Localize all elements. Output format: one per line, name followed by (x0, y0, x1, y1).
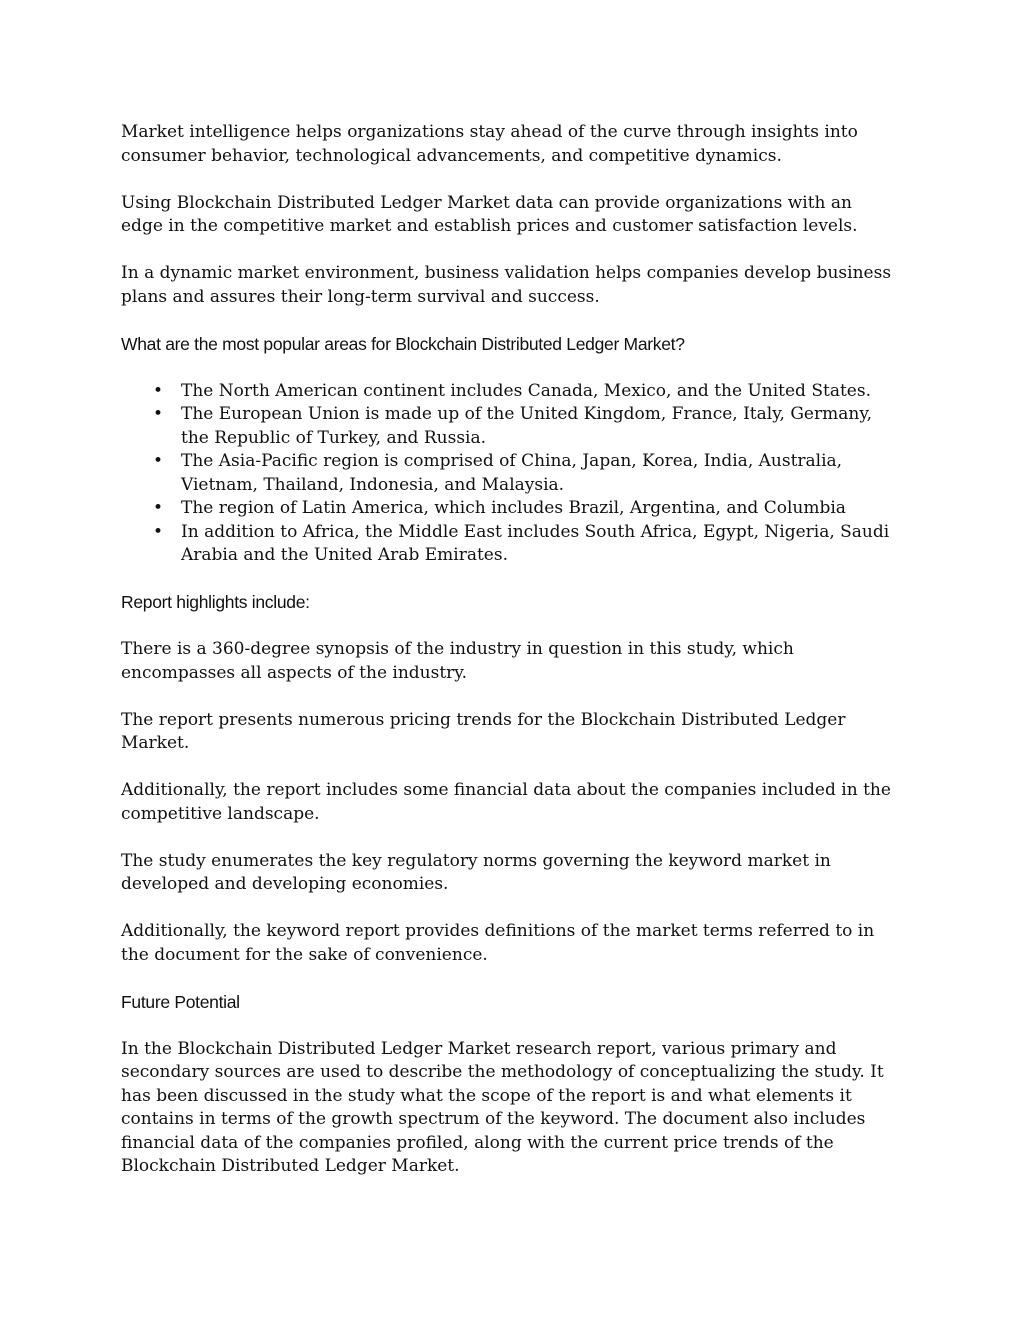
list-item (121, 521, 896, 568)
list-item (121, 450, 896, 497)
bullet-icon: • (153, 404, 164, 424)
highlight-paragraph: The study enumerates the key regulatory norms governing the keyword market in developed and developing economies. (121, 850, 831, 894)
bullet-icon: • (153, 498, 164, 518)
list-item-text: The region of Latin America, which includes Brazil, Argentina, and Columbia (181, 498, 846, 518)
bullet-icon: • (153, 451, 164, 471)
highlights-heading: Report highlights include: (121, 592, 310, 612)
regions-list (121, 380, 896, 568)
intro-paragraph-market-intelligence: Market intelligence helps organizations stay ahead of the curve through insights into consumer behavior, technological advancements, and competitive dynamics. (121, 122, 858, 166)
future-potential-paragraph: In the Blockchain Distributed Ledger Market research report, various primary and secondary sources are used to describe the methodology of conceptualizing the study. It has been discussed in the study what the scope of the report is and what elements it contains in terms of the growth spectrum of the keyword. The document also includes financial data of the companies profiled, along with the current price trends of the Blockchain Distributed Ledger Market. (121, 1038, 884, 1176)
bullet-icon: • (153, 521, 164, 542)
list-item (121, 403, 896, 450)
list-item (121, 380, 896, 404)
future-potential-heading: Future Potential (121, 991, 240, 1012)
highlight-paragraph: Additionally, the report includes some financial data about the companies included in the competitive landscape. (121, 780, 891, 824)
intro-paragraph-market-data: Using Blockchain Distributed Ledger Market data can provide organizations with an edge in the competitive market and establish prices and customer satisfaction levels. (121, 192, 858, 236)
bullet-icon: • (153, 380, 164, 401)
list-item-text: The European Union is made up of the United Kingdom, France, Italy, Germany, the Republic of Turkey, and Russia. (181, 404, 873, 448)
intro-paragraph-business-validation: In a dynamic market environment, business validation helps companies develop business plans and assures their long-term survival and success. (121, 263, 892, 307)
list-item-text: In addition to Africa, the Middle East includes South Africa, Egypt, Nigeria, Saudi Arabia and the United Arab Emirates. (181, 521, 890, 565)
list-item (121, 497, 896, 521)
highlight-paragraph: Additionally, the keyword report provides definitions of the market terms referred to in the document for the sake of convenience. (121, 921, 875, 965)
regions-heading: What are the most popular areas for Blockchain Distributed Ledger Market? (121, 333, 685, 354)
highlight-paragraph: The report presents numerous pricing trends for the Blockchain Distributed Ledger Market. (121, 709, 846, 753)
list-item-text: The North American continent includes Canada, Mexico, and the United States. (181, 380, 871, 401)
list-item-text: The Asia-Pacific region is comprised of China, Japan, Korea, India, Australia, Vietnam, Thailand, Indonesia, and Malaysia. (181, 451, 843, 495)
highlight-paragraph: There is a 360-degree synopsis of the industry in question in this study, which encompasses all aspects of the industry. (121, 639, 794, 683)
document-page (121, 121, 896, 1202)
